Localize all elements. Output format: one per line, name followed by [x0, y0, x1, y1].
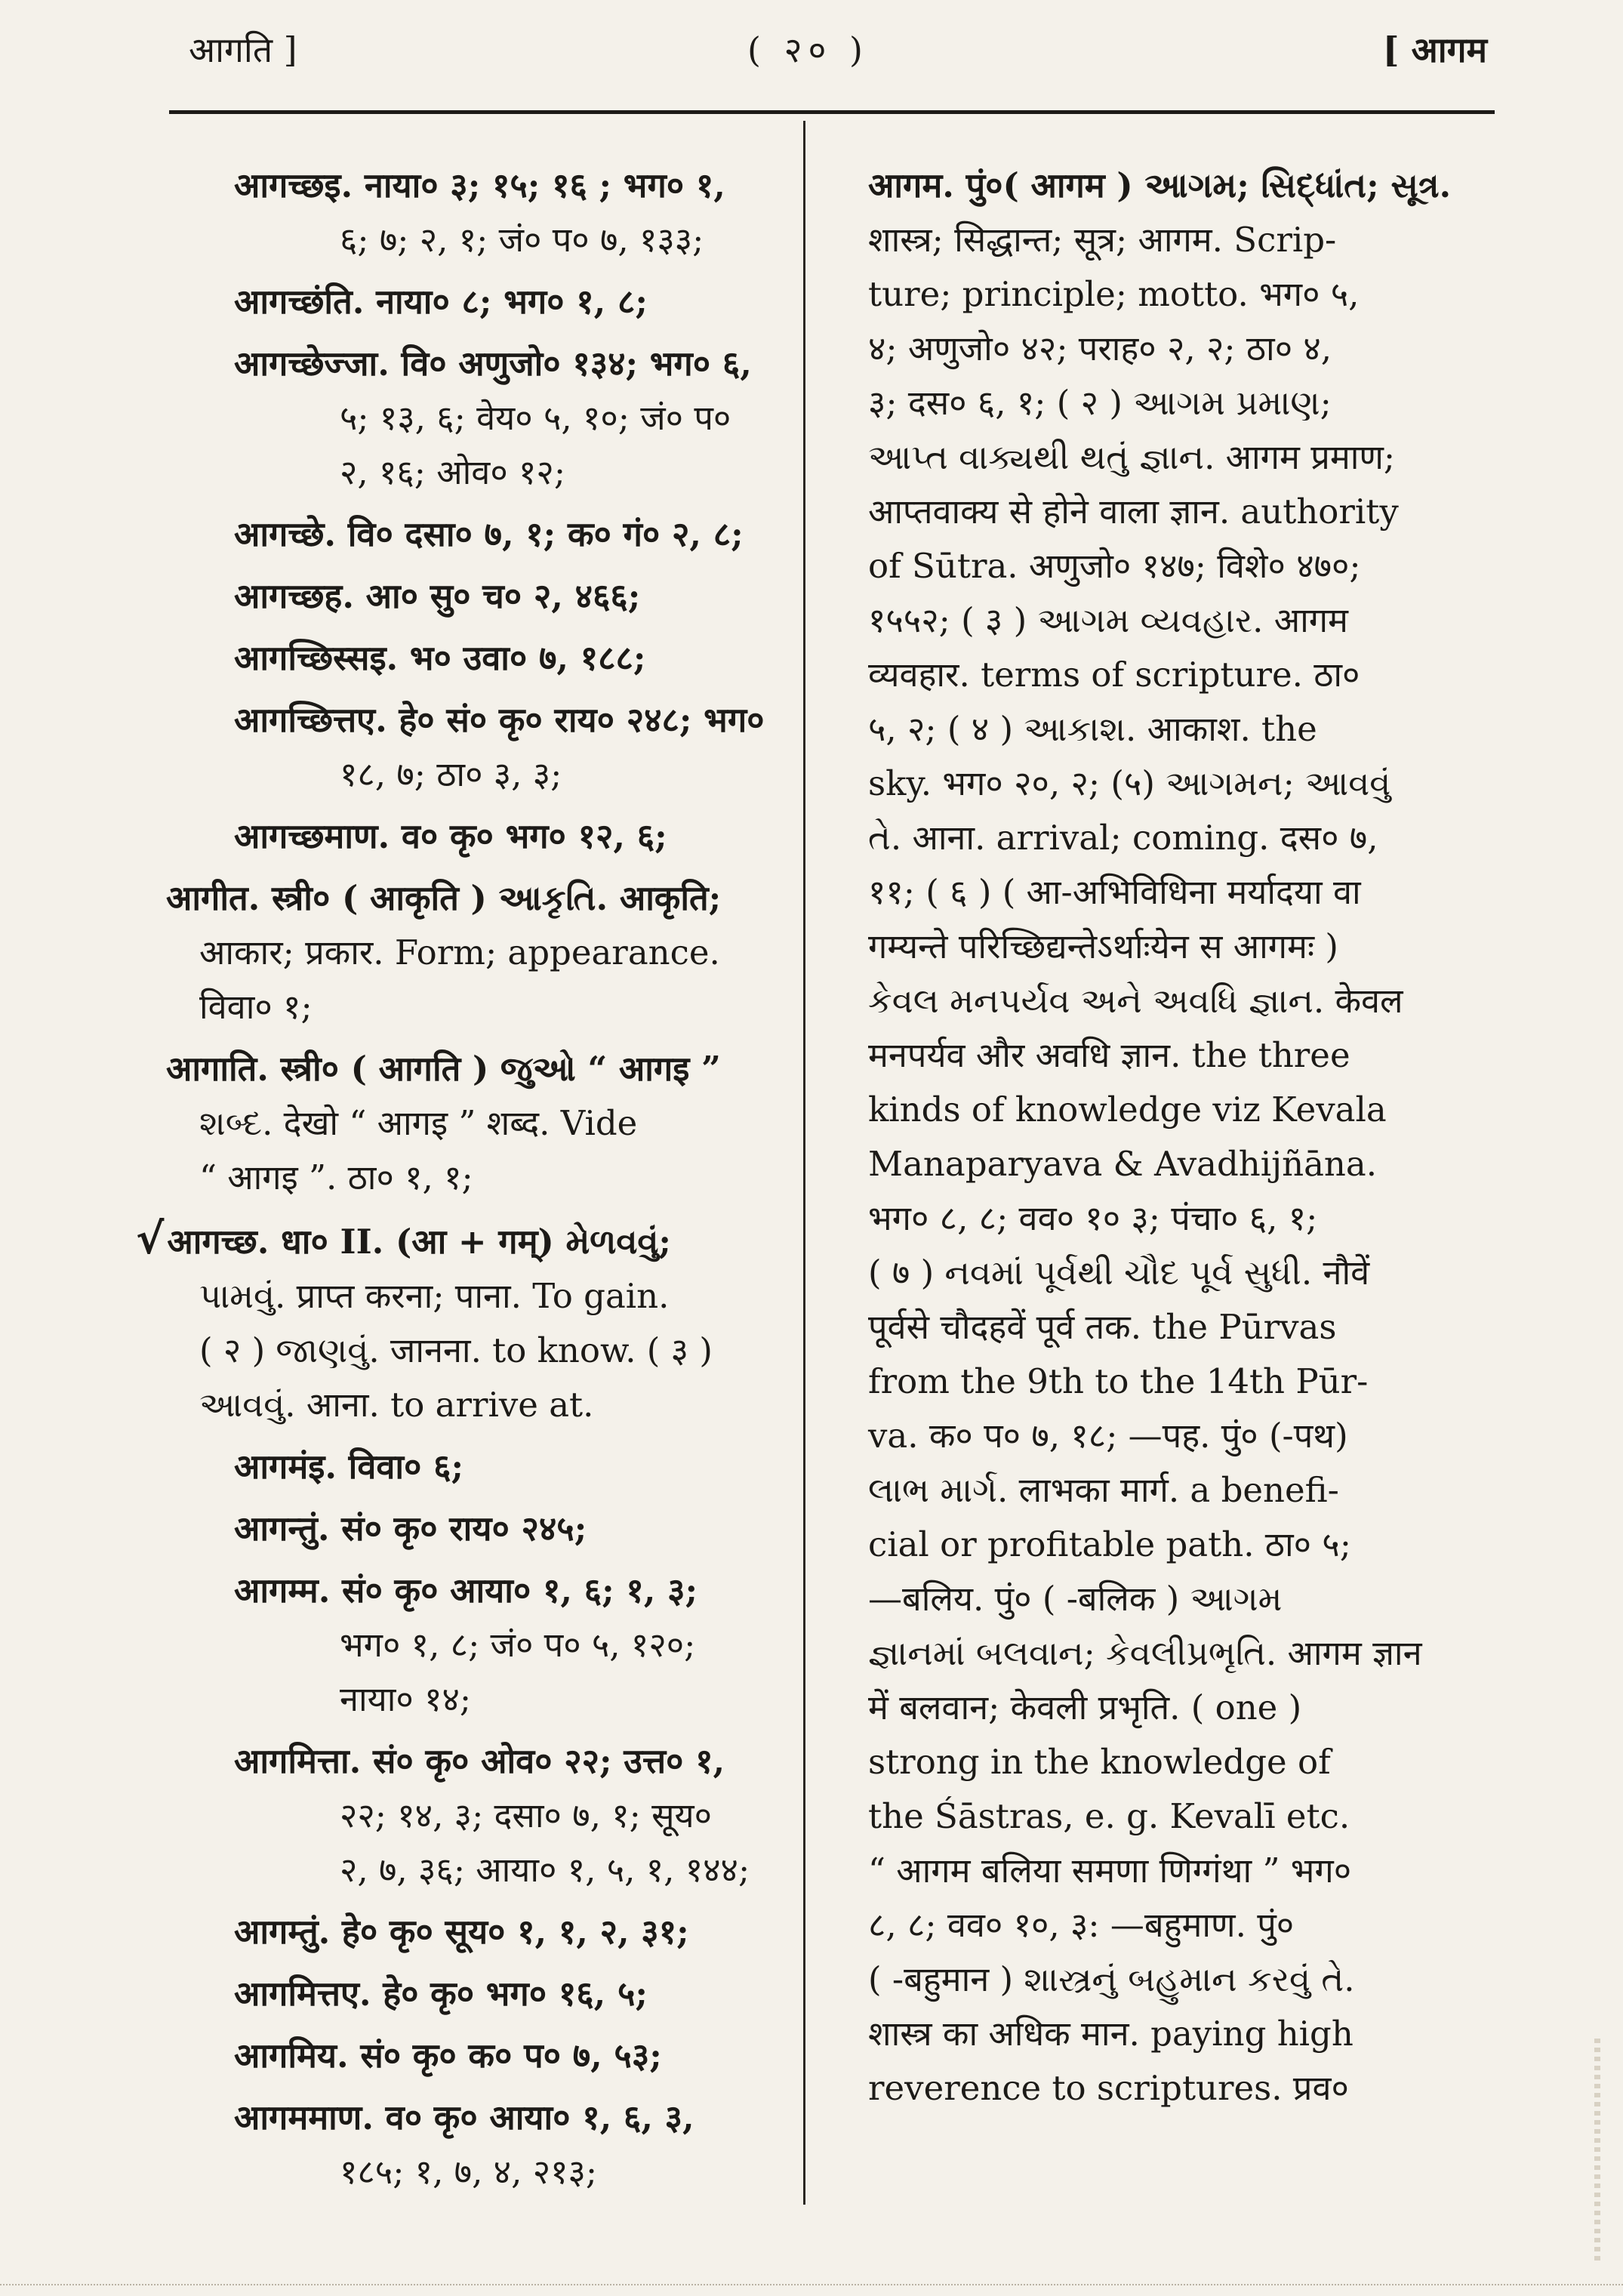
entry-line [166, 980, 793, 1034]
entry-line [234, 693, 793, 747]
entry-text: भग० १, ८; जं० प० ५, १२०; [340, 1625, 696, 1665]
left-entry [166, 809, 793, 864]
left-entry [166, 275, 793, 329]
left-entry [166, 159, 793, 267]
headword-line: आगीत. स्त्री० ( आकृति ) આકૃતિ. आकृति; [166, 878, 722, 918]
entry-line [166, 926, 793, 980]
right-column-line: Manaparyava & Avadhijñāna. [868, 1144, 1378, 1184]
right-column-line: ५, २; ( ४ ) આકાશ. आकाश. the [868, 709, 1317, 749]
headword-line: आगच्छेज्जा. वि० अणुजो० १३४; भग० ६, [234, 344, 752, 384]
entry-line [234, 1843, 793, 1897]
entry-line [166, 1269, 793, 1324]
headword-line: आगच्छइ. नाया० ३; १५; १६ ; भग० १, [234, 165, 725, 205]
right-column-line: reverence to scriptures. प्रव० [868, 2068, 1349, 2108]
entry-line [234, 1502, 793, 1556]
header-right-guideword: [ आगम [1382, 29, 1487, 70]
entry-text: आकार; प्रकार. Form; appearance. [199, 932, 720, 972]
entry-line [234, 1672, 793, 1727]
right-column-line: व्यवहार. terms of scripture. ठा० [868, 655, 1360, 695]
right-column-line: “ आगम बलिया समणा णिग्गंथा ” भग० [868, 1851, 1352, 1891]
headword-line: आगच्छिस्सइ. भ० उवा० ७, १८८; [234, 638, 646, 678]
entry-line [234, 569, 793, 624]
entry-line [234, 213, 793, 267]
right-column-line: from the 9th to the 14th Pūr- [868, 1361, 1369, 1401]
column-divider [803, 121, 805, 2205]
headword-line: आगमंइ. विवा० ६; [234, 1447, 464, 1487]
headword-line: आगम्तुं. हे० कृ० सूय० १, १, २, ३१; [234, 1912, 689, 1952]
right-column-line: में बलवान; केवली प्रभृति. ( one ) [868, 1687, 1302, 1727]
left-entry [166, 1905, 793, 1959]
entry-text: ( २ ) જાણવું. जानना. to know. ( ३ ) [199, 1330, 713, 1370]
entry-text: नाया० १४; [340, 1679, 472, 1719]
headword-line: आगच्छ. धा० II. (आ + गम्) મેળવવું; [167, 1222, 672, 1262]
header-left-guideword: आगति ] [189, 29, 297, 70]
left-entry [166, 693, 793, 802]
right-column-line: १५५२; ( ३ ) આગમ વ્યવહાર. आगम [868, 600, 1348, 640]
left-entry [166, 1734, 793, 1897]
left-entry [166, 1042, 793, 1205]
entry-text: २, १६; ओव० १२; [340, 452, 565, 492]
entry-text: १८, ७; ठा० ३, ३; [340, 754, 562, 794]
right-column-line: તે. आना. arrival; coming. दस० ७, [868, 818, 1378, 858]
entry-line [234, 1905, 793, 1959]
left-entry [166, 871, 793, 1034]
right-column-line: strong in the knowledge of [868, 1742, 1331, 1782]
entry-line [234, 159, 793, 213]
entry-line [234, 747, 793, 802]
right-column-line: ३; दस० ६, १; ( २ ) આગમ પ્રમાણ; [868, 383, 1332, 423]
entry-line [234, 1440, 793, 1494]
left-entry [166, 507, 793, 562]
right-column-line: —बलिय. पुं० ( -बलिक ) આગમ [868, 1579, 1283, 1619]
right-column-line: કેવલ મનપર્યવ અને અવધિ જ્ઞાન. केवल [868, 981, 1403, 1021]
right-column-line: ( -बहुमान ) શાસ્ત્રનું બહુમાન કરવું તે. [868, 1959, 1355, 1999]
right-column-line: ( ७ ) નવમાં પૂર્વથી ચૌદ પૂર્વ સુધી. नौवें [868, 1253, 1370, 1293]
headword-line: आगच्छमाण. व० कृ० भग० १२, ६; [234, 816, 667, 856]
right-column-line: ४; अणुजो० ४२; पराह० २, २; ठा० ४, [868, 328, 1332, 368]
left-entry [166, 1502, 793, 1556]
headword-line: आगच्छित्तए. हे० सं० कृ० राय० २४८; भग० [234, 700, 765, 740]
right-column-line: शास्त्र; सिद्धान्त; सूत्र; आगम. Scrip- [868, 220, 1337, 260]
running-header [174, 26, 1487, 79]
headword-line: आगच्छंति. नाया० ८; भग० १, ८; [234, 282, 648, 322]
entry-line [234, 2145, 793, 2199]
entry-text: विवा० १; [199, 987, 313, 1027]
right-column-line: मनपर्यव और अवधि ज्ञान. the three [868, 1035, 1350, 1075]
headword-line: आगन्तुं. सं० कृ० राय० २४५; [234, 1509, 587, 1549]
entry-line [234, 631, 793, 686]
left-entry [136, 1213, 793, 1432]
left-entry [166, 1967, 793, 2021]
headword-line: आगमित्तए. हे० कृ० भग० १६, ५; [234, 1974, 648, 2014]
right-column-line: લાભ માર્ગ. लाभका मार्ग. a benefi- [868, 1470, 1339, 1510]
entry-line [166, 1096, 793, 1151]
checkmark-annotation: √ [136, 1215, 165, 1264]
entry-text: ६; ७; २, १; जं० प० ७, १३३; [340, 220, 704, 260]
left-entry [166, 337, 793, 500]
entry-text: શબ્દ. देखो “ आगइ ” शब्द. Vide [199, 1103, 638, 1143]
entry-line [166, 1324, 793, 1378]
entry-text: આવવું. आना. to arrive at. [199, 1385, 594, 1425]
right-column-line: भग० ८, ८; वव० १० ३; पंचा० ६, १; [868, 1198, 1318, 1238]
left-entry [166, 1440, 793, 1494]
entry-text: १८५; १, ७, ४, २१३; [340, 2152, 598, 2192]
entry-line [234, 275, 793, 329]
right-column-line: पूर्वसे चौदहवें पूर्व तक. the Pūrvas [868, 1307, 1337, 1347]
right-column-line: va. क० प० ७, १८; —पह. पुं० (-पथ) [868, 1416, 1348, 1456]
entry-line [234, 445, 793, 500]
entry-line [234, 809, 793, 864]
right-column-line: જ્ઞાનમાં બલવાન; કેવલીપ્રભૃતિ. आगम ज्ञान [868, 1633, 1422, 1673]
right-column-line: kinds of knowledge viz Kevala [868, 1089, 1387, 1130]
entry-line [166, 1042, 793, 1096]
left-entry [166, 2029, 793, 2083]
entry-line [234, 1789, 793, 1843]
entry-line [234, 507, 793, 562]
headword-line: आगमित्ता. सं० कृ० ओव० २२; उत्त० १, [234, 1741, 725, 1781]
left-entry [166, 631, 793, 686]
headword-line: आगच्छे. वि० दसा० ७, १; क० गं० २, ८; [234, 514, 744, 554]
left-entry [166, 569, 793, 624]
right-column-line: ture; principle; motto. भग० ५, [868, 274, 1360, 314]
headword-line: आगच्छह. आ० सु० च० २, ४६६; [234, 576, 641, 616]
entry-text: પામવું. प्राप्त करना; पाना. To gain. [199, 1276, 670, 1316]
entry-line [234, 1734, 793, 1789]
entry-line [166, 1151, 793, 1205]
scan-edge-artifact [1594, 2039, 1600, 2265]
right-column-line: sky. भग० २०, २; (५) આગમન; આવવું [868, 763, 1391, 803]
right-column-line: गम्यन्ते परिच्छिद्यन्तेऽर्थाःयेन स आगमः ) [868, 926, 1338, 966]
right-column-line: cial or profitable path. ठा० ५; [868, 1524, 1351, 1564]
entry-text: ५; १३, ६; वेय० ५, १०; जं० प० [340, 398, 731, 438]
entry-line [166, 1378, 793, 1432]
right-column-line: of Sūtra. अणुजो० १४७; विशे० ४७०; [868, 546, 1361, 586]
entry-text: २२; १४, ३; दसा० ७, १; सूय० [340, 1795, 713, 1835]
right-column-line: આપ્ત વાક્યથી થતું જ્ઞાન. आगम प्रमाण; [868, 437, 1396, 477]
left-column [136, 159, 793, 2207]
header-rule [169, 110, 1495, 114]
entry-text: २, ७, ३६; आया० १, ५, १, १४४; [340, 1850, 750, 1890]
entry-line [234, 1564, 793, 1618]
left-entry [166, 1564, 793, 1727]
right-column-line: the Śāstras, e. g. Kevalī etc. [868, 1796, 1350, 1836]
right-column-line: ८, ८; वव० १०, ३: —बहुमाण. पुं० [868, 1905, 1295, 1945]
right-column-line: शास्त्र का अधिक मान. paying high [868, 2014, 1354, 2054]
entry-text: “ आगइ ”. ठा० १, १; [199, 1157, 473, 1197]
headword-line: आगम्म. सं० कृ० आया० १, ६; १, ३; [234, 1570, 698, 1610]
right-column-line: आप्तवाक्य से होने वाला ज्ञान. authority [868, 492, 1399, 532]
entry-line [166, 871, 793, 926]
page-number: ( २० ) [747, 29, 869, 70]
right-column [868, 159, 1495, 2116]
headword-line: आगमिय. सं० कृ० क० प० ७, ५३; [234, 2036, 662, 2076]
entry-line [234, 2091, 793, 2145]
headword-line: आगममाण. व० कृ० आया० १, ६, ३, [234, 2097, 694, 2137]
right-column-line: आगम. पुं०( आगम ) આગમ; સિદ્ધાંત; સૂત્ર. [868, 165, 1452, 205]
entry-line [234, 337, 793, 391]
entry-line [234, 1618, 793, 1672]
bottom-edge-mark [0, 2284, 1623, 2285]
entry-line [234, 391, 793, 445]
headword-line: आगाति. स्त्री० ( आगति ) જુઓ “ आगइ ” [166, 1049, 721, 1089]
entry-line [234, 2029, 793, 2083]
right-column-line: ११; ( ६ ) ( आ-अभिविधिना मर्यादया वा [868, 872, 1361, 912]
left-entry [166, 2091, 793, 2199]
entry-line [136, 1213, 793, 1269]
entry-line [234, 1967, 793, 2021]
